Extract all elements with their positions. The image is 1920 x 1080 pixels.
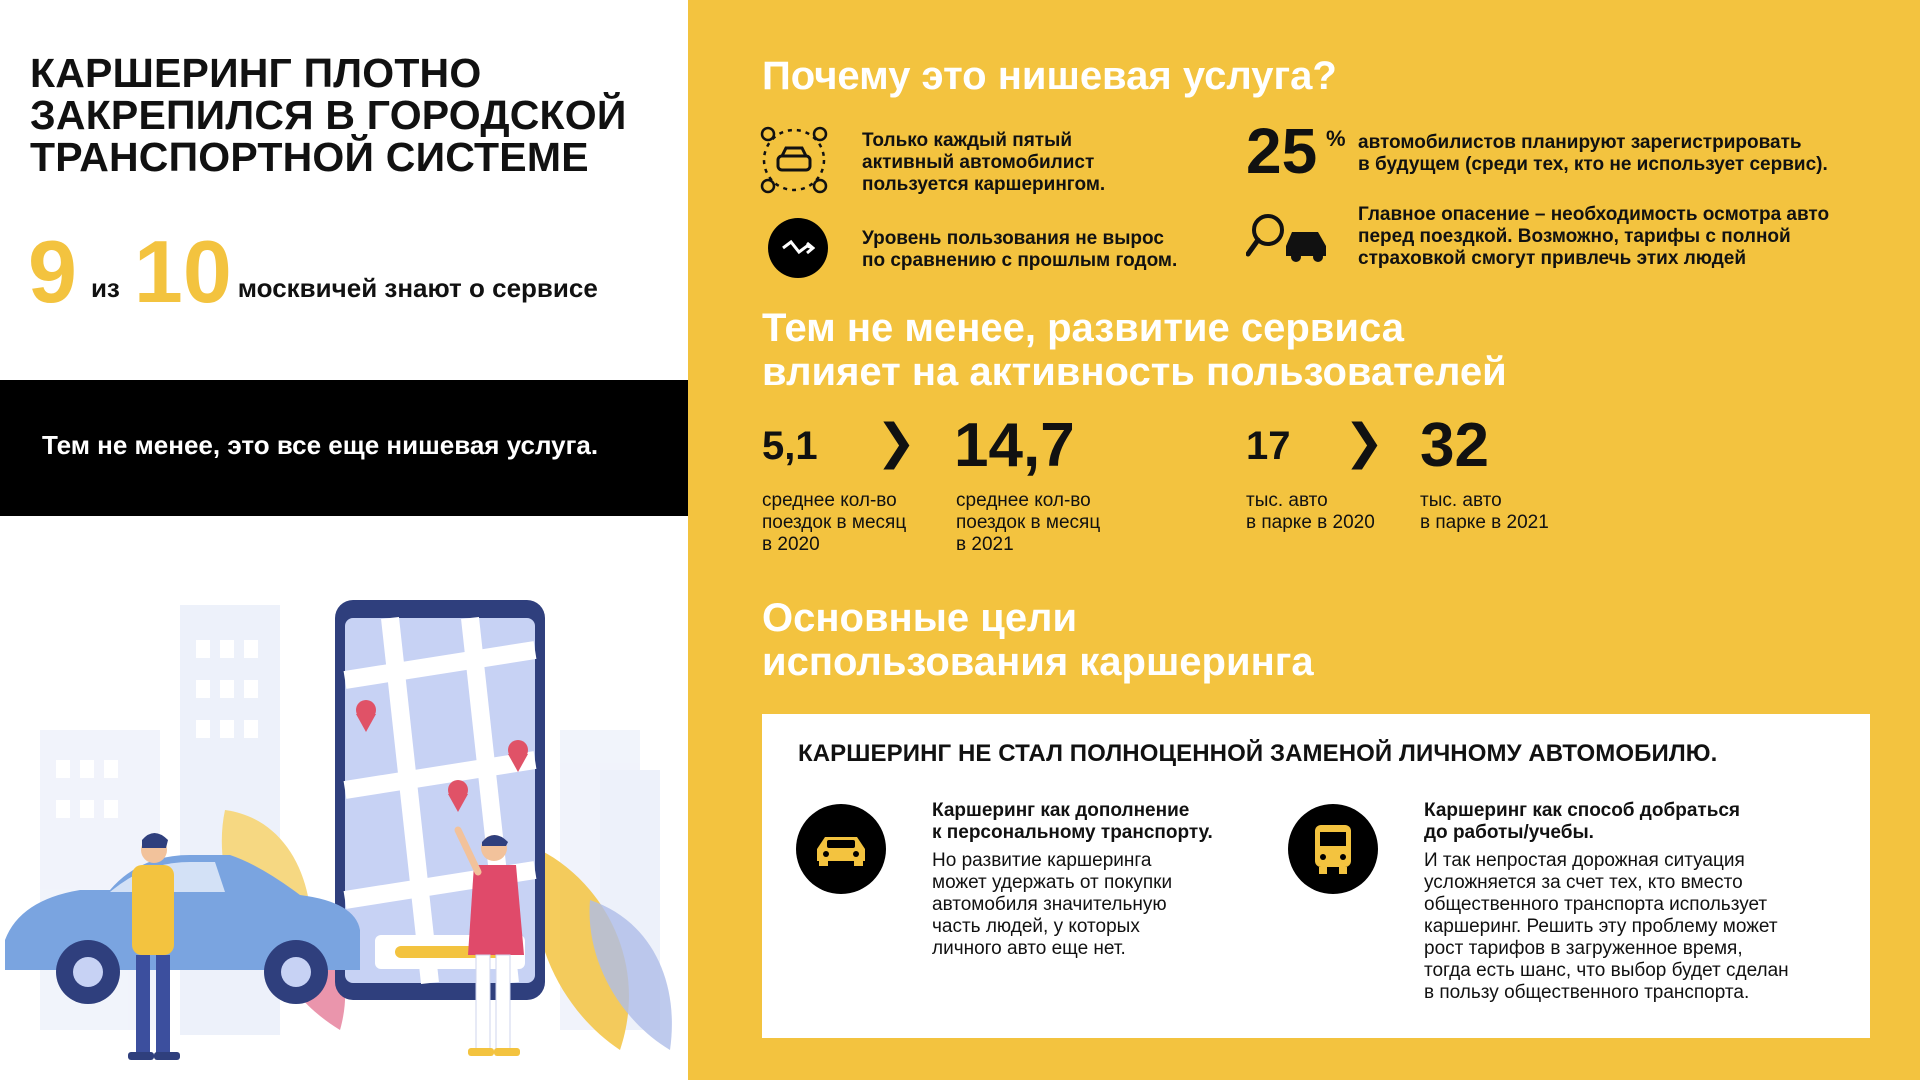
why-item-text [862, 228, 1177, 272]
text-line: Каршеринг как способ добраться [1424, 800, 1741, 821]
text-line: усложняется за счет тех, кто вместо [1424, 872, 1743, 893]
text-line: к персональному транспорту. [932, 822, 1213, 843]
text-line: И так непростая дорожная ситуация [1424, 850, 1745, 871]
metric-to-label [1420, 490, 1549, 534]
why-heading: Почему это нишевая услуга? [762, 54, 1337, 98]
text-line: перед поездкой. Возможно, тарифы с полной [1358, 226, 1791, 247]
text-line: в будущем (среди тех, кто не использует сервис). [1358, 154, 1828, 175]
stat-number-9: 9 [28, 222, 77, 321]
text-line: в пользу общественного транспорта. [1424, 982, 1750, 1003]
text-line: тыс. авто [1246, 490, 1328, 511]
text-line: в парке в 2021 [1420, 512, 1549, 533]
text-line: Главное опасение – необходимость осмотра авто [1358, 204, 1830, 225]
text-line: в 2021 [956, 534, 1014, 555]
metric-from-label [762, 490, 906, 556]
text-line: часть людей, у которых [932, 916, 1140, 937]
heading-line: использования каршеринга [762, 640, 1314, 684]
text-line: в парке в 2020 [1246, 512, 1375, 533]
banner-text: Тем не менее, это все еще нишевая услуга. [42, 430, 599, 460]
heading-line: влияет на активность пользователей [762, 350, 1507, 394]
text-line: автомобилистов планируют зарегистрировать [1358, 132, 1802, 153]
title-line: ТРАНСПОРТНОЙ СИСТЕМЕ [30, 134, 589, 180]
title-line: КАРШЕРИНГ ПЛОТНО [30, 50, 482, 96]
text-line: по сравнению с прошлым годом. [862, 250, 1178, 271]
text-line: автомобиля значительную [932, 894, 1167, 915]
text-line: страховкой смогут привлечь этих людей [1358, 248, 1747, 269]
goals-card [762, 714, 1870, 1038]
car-network-icon [758, 124, 830, 196]
card-title: КАРШЕРИНГ НЕ СТАЛ ПОЛНОЦЕННОЙ ЗАМЕНОЙ ЛИЧНОМУ АВТОМОБИЛЮ. [798, 740, 1718, 767]
text-line: тыс. авто [1420, 490, 1502, 511]
text-line: личного авто еще нет. [932, 938, 1126, 959]
heading-line: Тем не менее, развитие сервиса [762, 306, 1404, 350]
awareness-stat [28, 222, 598, 321]
heading-line: Основные цели [762, 596, 1078, 640]
text-line: поездок в месяц [956, 512, 1101, 533]
text-line: Только каждый пятый [862, 130, 1073, 151]
text-line: Но развитие каршеринга [932, 850, 1152, 871]
text-line: среднее кол-во [956, 490, 1091, 511]
text-line: рост тарифов в загруженное время, [1424, 938, 1743, 959]
goal-body [1424, 850, 1789, 1004]
text-line: до работы/учебы. [1424, 822, 1594, 843]
metric-to-value: 32 [1420, 411, 1489, 480]
trend-flat-icon [768, 218, 828, 278]
metric-to-label [956, 490, 1100, 556]
goal-subtitle [1424, 800, 1740, 844]
text-line: в 2020 [762, 534, 820, 555]
why-item-text [862, 130, 1105, 196]
chevron-right-icon: ❯ [876, 416, 917, 469]
text-line: поездок в месяц [762, 512, 907, 533]
text-line: общественного транспорта использует [1424, 894, 1768, 915]
metric-from-label [1246, 490, 1375, 534]
bus-icon [1288, 804, 1378, 894]
car-icon [796, 804, 886, 894]
car-inspection-icon [1246, 212, 1332, 262]
percent-value: 25 [1246, 115, 1318, 187]
carsharing-illustration [0, 580, 688, 1080]
text-line: каршеринг. Решить эту проблему может [1424, 916, 1778, 937]
concern-text [1358, 204, 1829, 270]
title-line: ЗАКРЕПИЛСЯ В ГОРОДСКОЙ [30, 92, 627, 138]
stat-connector: из [90, 273, 120, 303]
text-line: среднее кол-во [762, 490, 897, 511]
chevron-right-icon: ❯ [1344, 416, 1385, 469]
development-heading [762, 306, 1507, 394]
page-title [30, 52, 670, 178]
metric-from-value: 5,1 [762, 424, 818, 468]
percent-sign: % [1326, 126, 1346, 151]
goals-heading [762, 596, 1314, 684]
text-line: активный автомобилист [862, 152, 1095, 173]
goal-body [932, 850, 1172, 960]
text-line: пользуется каршерингом. [862, 174, 1106, 195]
goal-subtitle [932, 800, 1213, 844]
metric-to-value: 14,7 [954, 411, 1075, 480]
stat-number-10: 10 [133, 222, 232, 321]
stat-label: москвичей знают о сервисе [237, 273, 598, 303]
text-line: Уровень пользования не вырос [862, 228, 1164, 249]
text-line: тогда есть шанс, что выбор будет сделан [1424, 960, 1789, 981]
text-line: может удержать от покупки [932, 872, 1173, 893]
text-line: Каршеринг как дополнение [932, 800, 1190, 821]
metric-from-value: 17 [1246, 424, 1291, 468]
percent-text [1358, 132, 1828, 176]
